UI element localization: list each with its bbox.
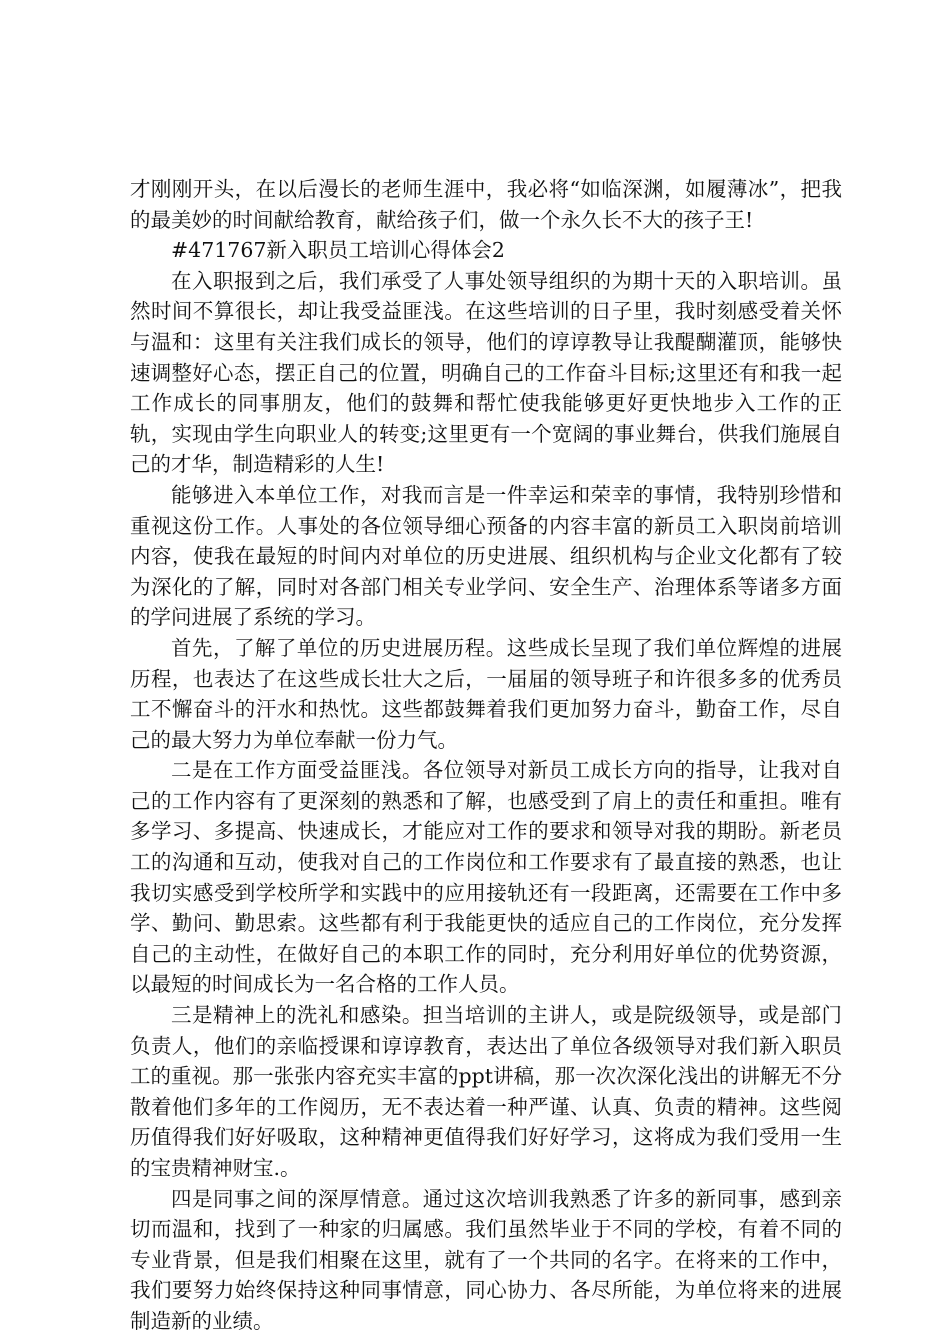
paragraph: 首先，了解了单位的历史进展历程。这些成长呈现了我们单位辉煌的进展历程，也表达了在这些成长壮大之后，一届届的领导班子和许很多多的优秀员工不懈奋斗的汗水和热忱。这些都鼓舞着我们更加努力奋斗，勤奋工作，尽自己的最大努力为单位奉献一份力气。 <box>130 635 842 752</box>
paragraph: 二是在工作方面受益匪浅。各位领导对新员工成长方向的指导，让我对自己的工作内容有了更深刻的熟悉和了解，也感受到了肩上的责任和重担。唯有多学习、多提高、快速成长，才能应对工作的要求和领导对我的期盼。新老员工的沟通和互动，使我对自己的工作岗位和工作要求有了最直接的熟悉，也让我切实感受到学校所学和实践中的应用接轨还有一段距离，还需要在工作中多学、勤问、勤思索。这些都有利于我能更快的适应自己的工作岗位，充分发挥自己的主动性，在做好自己的本职工作的同时，充分利用好单位的优势资源，以最短的时间成长为一名合格的工作人员。 <box>130 758 842 997</box>
paragraph-continuation: 才刚刚开头，在以后漫长的老师生涯中，我必将“如临深渊，如履薄冰”，把我的最美妙的时间献给教育，献给孩子们，做一个永久长不大的孩子王! <box>130 177 842 232</box>
paragraph: 能够进入本单位工作，对我而言是一件幸运和荣幸的事情，我特别珍惜和重视这份工作。人事处的各位领导细心预备的内容丰富的新员工入职岗前培训内容，使我在最短的时间内对单位的历史进展、组织机构与企业文化都有了较为深化的了解，同时对各部门相关专业学问、安全生产、治理体系等诸多方面的学问进展了系统的学习。 <box>130 482 842 630</box>
document-body <box>130 174 842 1337</box>
paragraph: 三是精神上的洗礼和感染。担当培训的主讲人，或是院级领导，或是部门负责人，他们的亲临授课和谆谆教育，表达出了单位各级领导对我们新入职员工的重视。那一张张内容充实丰富的ppt讲稿，那一次次深化浅出的讲解无不分散着他们多年的工作阅历，无不表达着一种严谨、认真、负责的精神。这些阅历值得我们好好吸取，这种精神更值得我们好好学习，这将成为我们受用一生的宝贵精神财宝.。 <box>130 1003 842 1180</box>
paragraph: 在入职报到之后，我们承受了人事处领导组织的为期十天的入职培训。虽然时间不算很长，却让我受益匪浅。在这些培训的日子里，我时刻感受着关怀与温和：这里有关注我们成长的领导，他们的谆谆教导让我醍醐灌顶，能够快速调整好心态，摆正自己的位置，明确自己的工作奋斗目标;这里还有和我一起工作成长的同事朋友，他们的鼓舞和帮忙使我能够更好更快地步入工作的正轨，实现由学生向职业人的转变;这里更有一个宽阔的事业舞台，供我们施展自己的才华，制造精彩的人生! <box>130 268 842 477</box>
paragraph: 四是同事之间的深厚情意。通过这次培训我熟悉了许多的新同事，感到亲切而温和，找到了一种家的归属感。我们虽然毕业于不同的学校，有着不同的专业背景，但是我们相聚在这里，就有了一个共同的名字。在将来的工作中，我们要努力始终保持这种同事情意，同心协力、各尽所能，为单位将来的进展制造新的业绩。 <box>130 1186 842 1333</box>
section-heading: #471767新入职员工培训心得体会2 <box>171 238 505 263</box>
